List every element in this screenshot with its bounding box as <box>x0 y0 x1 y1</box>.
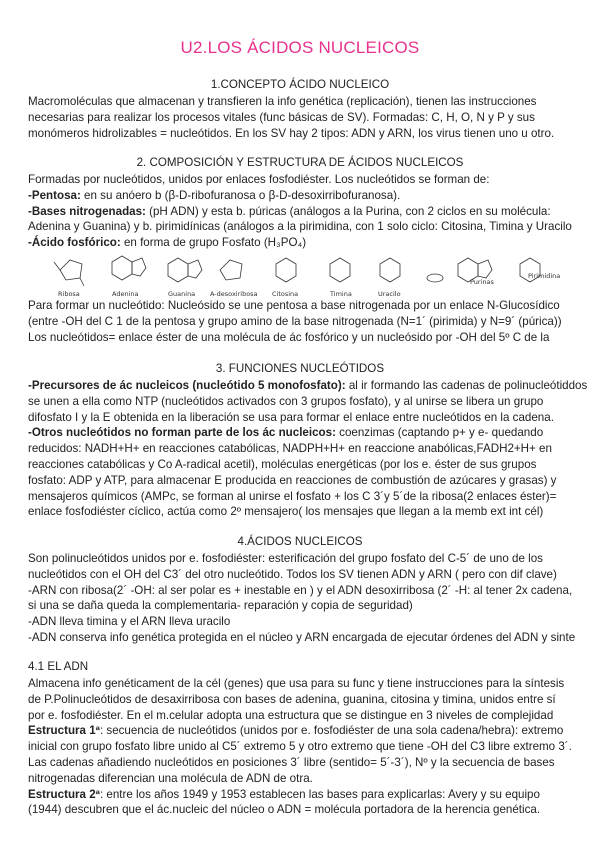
text-span: al ir formando las cadenas de polinucleótiddos <box>345 379 588 392</box>
term-estructura-2: Estructura 2ª <box>28 787 100 801</box>
uracil-sketch <box>380 258 400 282</box>
text-line: por e. fosfodiéster. En el m.celular adopta una estructura que se distingue en 3 niveles de complejidad <box>28 708 554 722</box>
text-line: nucleótidos con el OH del C3´ del otro nucleótido. Todos los SV tienen ADN y ARN ( pero con dif clave) <box>28 567 557 581</box>
text-line <box>28 188 588 204</box>
molecule-label: Ribosa <box>58 290 80 298</box>
term-otros: -Otros nucleótidos no forman parte de los ác nucleicos: <box>28 426 336 440</box>
deoxyribose-sketch <box>220 260 242 280</box>
section-4-body <box>28 551 588 646</box>
molecule-label: Timina <box>330 290 352 298</box>
cytosine-sketch <box>276 258 296 282</box>
molecule-label: Purinas <box>470 278 494 286</box>
molecule-label: Guanina <box>168 290 196 298</box>
text-line: si una se daña queda la complementaria- reparación y copia de seguridad) <box>28 599 413 613</box>
section-1-body <box>28 94 588 141</box>
text-span: : secuencia de nucleótidos (unidos por e. fosfodiéster de una sola cadena/hebra): extremo <box>99 724 564 738</box>
text-line: nitrogenadas diferencian una molécula de ADN de otra. <box>28 771 313 785</box>
text-line: Adenina y Guanina) y b. pirimidínicas (análogos a la pirimidina, con 1 solo ciclo: Citosina, Timina y Uracilo <box>28 220 572 234</box>
text-line: Las cadenas añadiendo nucleótidos en posiciones 3´ libre (sentido= 5´-3´), Nº y la secuencia de bases <box>28 755 555 769</box>
text-line: reacciones catabólicas y Co A-radical acetil), moléculas energéticas (por los e. éster de sus grupos <box>28 457 537 471</box>
text-line: mensajeros químicos (AMPc, se forman al unirse el fosfato + los C 3´y 5´de la ribosa(2 enlaces éster)= <box>28 489 557 503</box>
text-span: en su anóero b (β-D-ribofuranosa o β-D-desoxirribofuranosa). <box>80 188 401 202</box>
term-fosforico: -Ácido fosfórico: <box>28 236 121 250</box>
text-span: : entre los años 1949 y 1953 establecen las bases para explicarlas: Avery y su equipo <box>99 787 540 801</box>
text-line: Almacena info genéticament de la cél (genes) que usa para su func y tiene instrucciones para la síntesis <box>28 677 565 690</box>
adenine-sketch <box>112 256 146 280</box>
guanine-sketch <box>168 258 202 282</box>
section-2-after <box>28 298 588 345</box>
molecule-label: Uracilo <box>378 290 401 298</box>
molecule-label: Pirimidina <box>528 272 561 280</box>
term-pentosa: -Pentosa: <box>28 188 81 202</box>
thymine-sketch <box>330 258 350 282</box>
ribose-sketch <box>54 260 84 286</box>
section-3-body <box>28 378 588 520</box>
text-span: coenzimas (captando p+ y e- quedando <box>335 426 544 440</box>
text-line <box>28 787 588 803</box>
text-line: reducidos: NADH+H+ en reacciones catabólicas, NADPH+H+ en reaccione anabólicas,FADH2+H+ en <box>28 442 552 456</box>
text-line: necesarias para realizar los procesos vitales (func básicas de SV). Formadas: C, H, O, N y P y sus <box>28 110 535 124</box>
text-line: monómeros hidrolizables = nucleótidos. En los SV hay 2 tipos: ADN y ARN, los virus tienen uno u otro. <box>28 126 555 140</box>
text-span: (pH ADN) y esta b. púricas (análogos a la Purina, con 2 ciclos en su molécula: <box>145 204 551 218</box>
ring-sketch <box>427 274 443 282</box>
text-line: -ADN lleva timina y el ARN lleva uracilo <box>28 615 231 629</box>
section-3-heading: 3. FUNCIONES NUCLEÓTIDOS <box>215 362 385 375</box>
text-line: Para formar un nucleótido: Nucleósido se une pentosa a base nitrogenada por un enlace N-Glucosídico <box>28 299 560 312</box>
text-line: inicial con grupo fosfato libre unido al C5´ extremo 5 y otro extremo que tiene -OH del C3 libre extremo 3´. <box>28 740 572 754</box>
text-line <box>28 378 588 394</box>
section-2-body <box>28 172 588 251</box>
text-line: (entre -OH del C 1 de la pentosa y grupo amino de la base nitrogenada (N=1´ (pirimida) y N=9´ (púrica)) <box>28 314 562 328</box>
molecule-sketches <box>50 248 580 300</box>
text-line: fosfato: ADP y ATP, para almacenar E producida en reacciones de combustión de azúcares y grasas) y <box>28 473 557 487</box>
page-title: U2.LOS ÁCIDOS NUCLEICOS <box>180 38 420 57</box>
term-estructura-1: Estructura 1ª <box>28 724 100 738</box>
text-line <box>28 204 588 220</box>
section-2-heading: 2. COMPOSICIÓN Y ESTRUCTURA DE ÁCIDOS NUCLEICOS <box>136 156 464 169</box>
text-line: Son polinucleótidos unidos por e. fosfodiéster: esterificación del grupo fosfato del C-5´ de uno de los <box>28 552 543 565</box>
molecule-label: Citosina <box>272 290 299 298</box>
molecule-label: Adenina <box>112 290 139 298</box>
text-line: enlace fosfodiéster cíclico, actúa como 2º mensajero( los mensajes que llegan a la memb ext int cél) <box>28 505 544 519</box>
text-line <box>28 425 588 441</box>
molecule-svg <box>50 248 580 300</box>
text-line: se unen a ella como NTP (nucleótidos activados con 3 grupos fosfato), y al unirse se libera un grupo <box>28 394 544 408</box>
molecule-label: A-desoxiribosa <box>210 290 258 298</box>
section-41-body <box>28 676 588 818</box>
term-bases: -Bases nitrogenadas: <box>28 204 146 218</box>
text-line: difosfato I y la E obtenida en la liberación se usa para formar el enlace entre nucleótidos en la cadena. <box>28 410 554 424</box>
text-line: de P.Polinucleótidos de desaxirribosa con bases de adenina, guanina, citosina y timina, unidos entre sí <box>28 692 556 706</box>
term-precursores: -Precursores de ác nucleicos (nucleótido 5 monofosfato): <box>28 379 346 392</box>
text-line: Formadas por nucleótidos, unidos por enlaces fosfodiéster. Los nucleótidos se forman de: <box>28 173 490 186</box>
text-line: -ARN con ribosa(2´ -OH: al ser polar es + inestable en ) y el ADN desoxirribosa (2´ -H: al tener 2x cadena, <box>28 583 573 597</box>
text-span: en forma de grupo Fosfato (H₃PO₄) <box>120 236 307 250</box>
section-4-heading: 4.ÁCIDOS NUCLEICOS <box>237 535 363 548</box>
text-line: (1944) descubren que el ác.nucleic del núcleo o ADN = molécula portadora de la herencia genética. <box>28 803 541 817</box>
section-41-heading: 4.1 EL ADN <box>28 660 89 673</box>
text-line <box>28 723 588 739</box>
text-line: Los nucleótidos= enlace éster de una molécula de ác fosfórico y un nucleósido por -OH del 5º C de la <box>28 330 550 344</box>
text-line: Macromoléculas que almacenan y transfieren la info genética (replicación), tienen las instrucciones <box>28 95 537 108</box>
text-line: -ADN conserva info genética protegida en el núcleo y ARN encargada de ejecutar órdenes del ADN y sinte <box>28 630 576 644</box>
section-1-heading: 1.CONCEPTO ÁCIDO NUCLEICO <box>210 78 390 91</box>
